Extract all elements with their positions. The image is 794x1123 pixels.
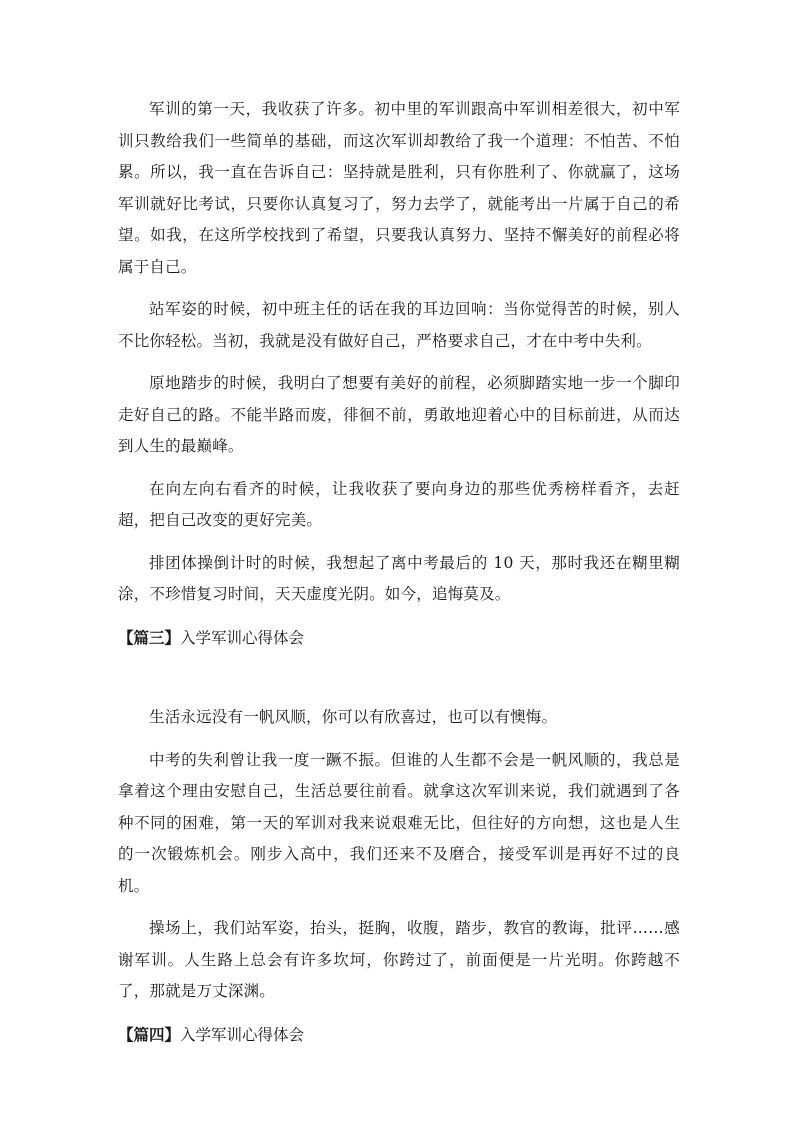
paragraph: 军训的第一天，我收获了许多。初中里的军训跟高中军训相差很大，初中军训只教给我们一些简单的基础，而这次军训却教给了我一个道理：不怕苦、不怕累。所以，我一直在告诉自己：坚持就是胜利，只有你胜利了、你就赢了，这场军训就好比考试，只要你认真复习了，努力去学了，就能考出一片属于自己的希望。如我，在这所学校找到了希望，只要我认真努力、坚持不懈美好的前程必将属于自己。 [118,100,680,276]
paragraph: 在向左向右看齐的时候，让我收获了要向身边的那些优秀榜样看齐，去赶超，把自己改变的更好完美。 [118,479,680,529]
section-title: 入学军训心得体会 [180,628,305,647]
paragraph: 原地踏步的时候，我明白了想要有美好的前程，必须脚踏实地一步一个脚印走好自己的路。不能半路而废，徘徊不前，勇敢地迎着心中的目标前进，从而达到人生的最巅峰。 [118,374,680,455]
paragraph: 排团体操倒计时的时候，我想起了离中考最后的 10 天，那时我还在糊里糊涂，不珍惜复习时间，天天虚度光阴。如今，追悔莫及。 [118,553,680,603]
paragraph: 操场上，我们站军姿，抬头，挺胸，收腹，踏步，教官的教诲，批评……感谢军训。人生路上总会有许多坎坷，你跨过了，前面便是一片光明。你跨越不了，那就是万丈深渊。 [118,919,680,1000]
paragraph: 中考的失利曾让我一度一蹶不振。但谁的人生都不会是一帆风顺的，我总是拿着这个理由安慰自己，生活总要往前看。就拿这次军训来说，我们就遇到了各种不同的困难，第一天的军训对我来说艰难无比，但往好的方向想，这也是人生的一次锻炼机会。刚步入高中，我们还来不及磨合，接受军训是再好不过的良机。 [118,750,680,895]
paragraph: 站军姿的时候，初中班主任的话在我的耳边回响：当你觉得苦的时候，别人不比你轻松。当初，我就是没有做好自己，严格要求自己，才在中考中失利。 [118,300,680,350]
section-label: 【篇四】 [118,1024,181,1044]
section-label: 【篇三】 [118,627,181,647]
document-page [118,94,680,1051]
section-heading-3 [118,622,680,655]
section-title: 入学军训心得体会 [180,1025,305,1044]
paragraph: 生活永远没有一帆风顺，你可以有欣喜过，也可以有懊悔。 [149,708,558,726]
section-heading-4 [118,1019,680,1052]
